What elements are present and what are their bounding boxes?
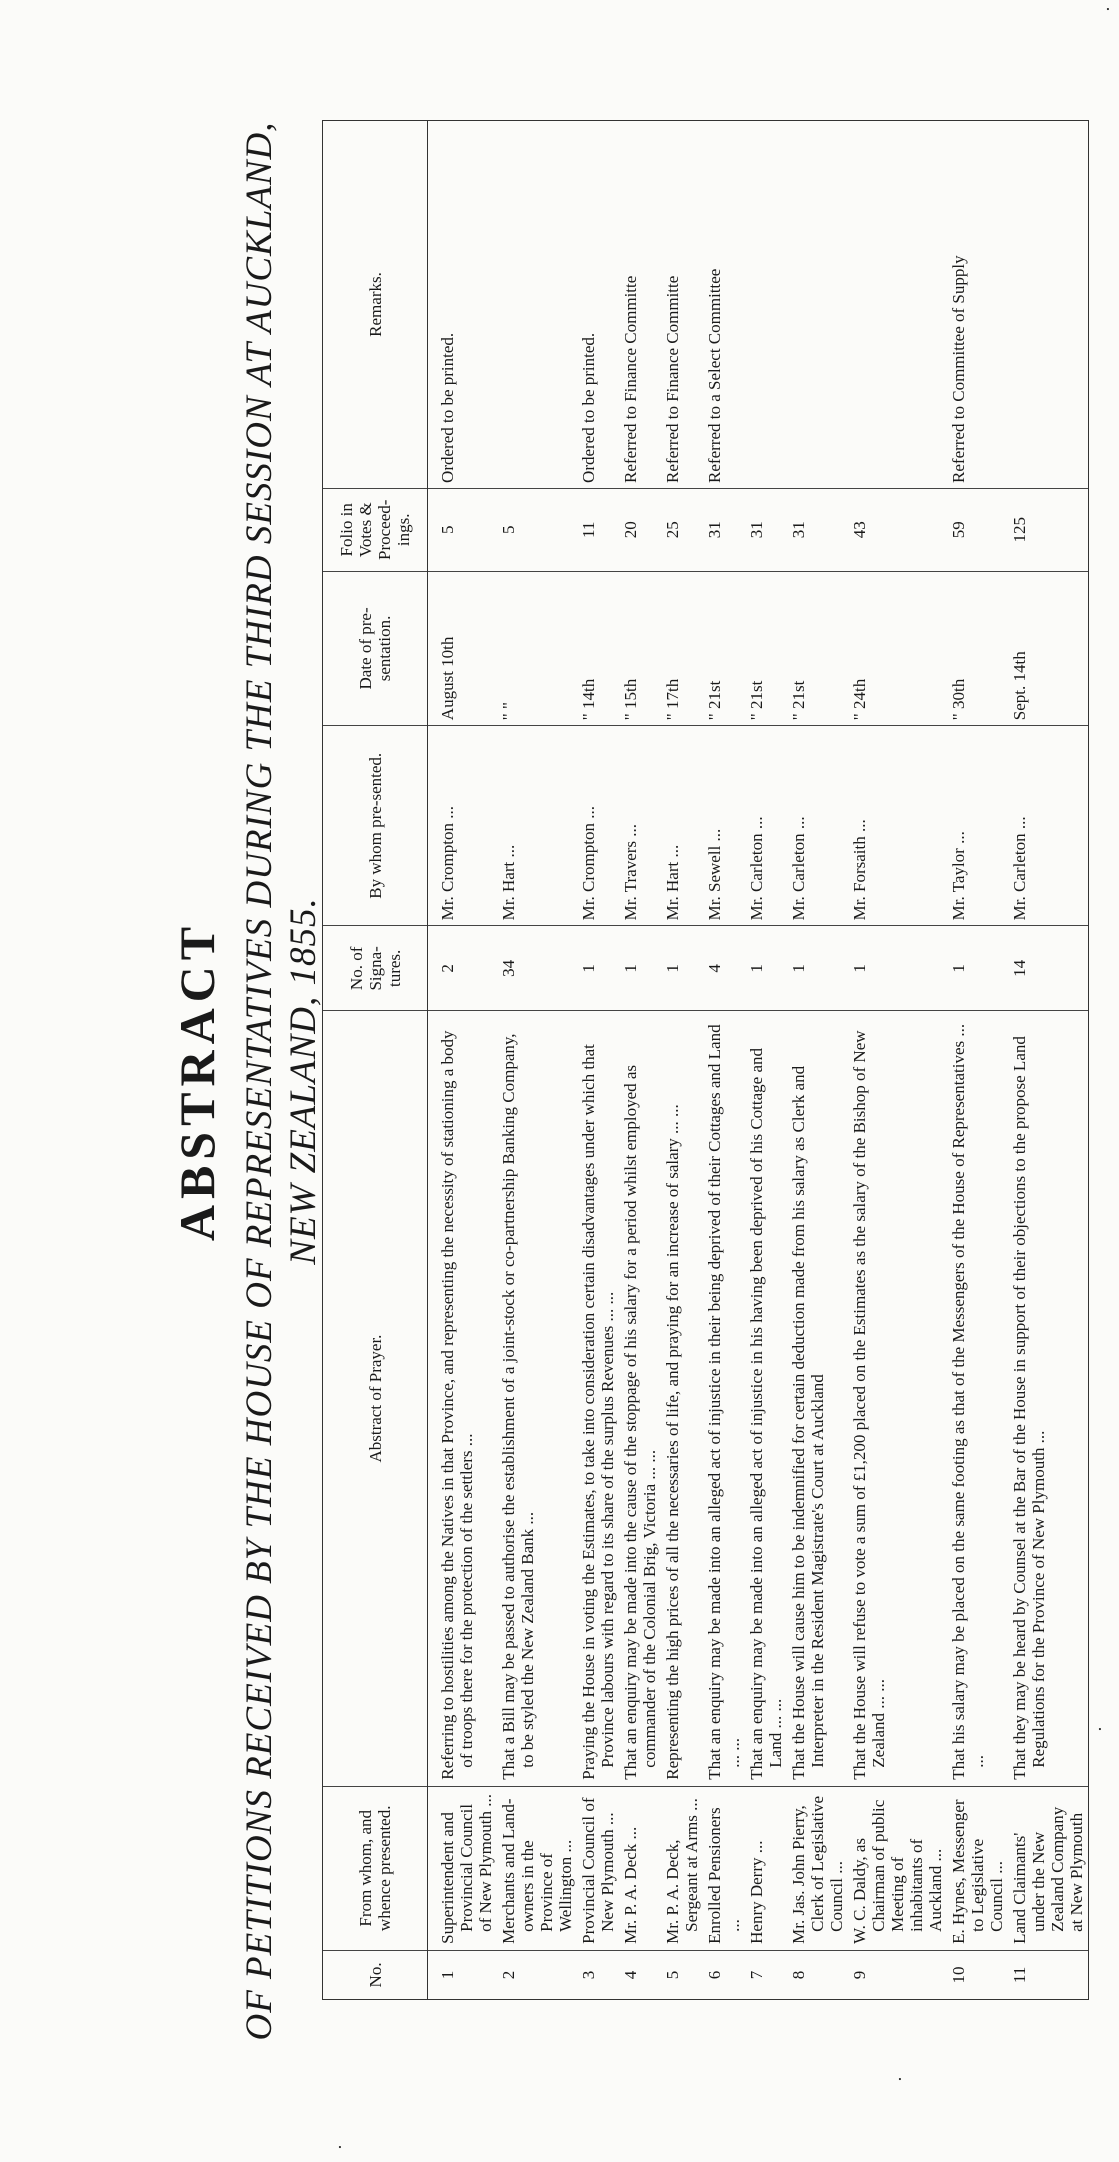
cell-remarks: Referred to Finance Committe (619, 121, 661, 489)
cell-signatures: 1 (848, 926, 947, 1011)
cell-no: 8 (787, 1950, 848, 1999)
cell-signatures: 1 (787, 926, 848, 1011)
column-header-prayer: Abstract of Prayer. (323, 1011, 428, 1786)
cell-folio: 43 (848, 488, 947, 571)
speck-mark: · (1090, 1726, 1110, 1732)
cell-no: 1 (428, 1950, 498, 1999)
table-row (1008, 121, 1089, 2000)
column-header-from: From whom, and whence presented. (323, 1786, 428, 1950)
cell-by-whom: Mr. Forsaith ... (848, 726, 947, 926)
cell-remarks (1008, 121, 1089, 489)
cell-signatures: 1 (661, 926, 703, 1011)
cell-folio: 125 (1008, 488, 1089, 571)
column-header-signatures: No. of Signa-tures. (323, 926, 428, 1011)
cell-by-whom: Mr. Carleton ... (745, 726, 787, 926)
table-row (497, 121, 577, 2000)
cell-signatures: 4 (703, 926, 745, 1011)
cell-date: August 10th (428, 571, 498, 726)
cell-no: 6 (703, 1950, 745, 1999)
page-subtitle (238, 0, 326, 2162)
cell-from: Henry Derry ... (745, 1786, 787, 1950)
cell-remarks (497, 121, 577, 489)
cell-prayer: That his salary may be placed on the same footing as that of the Messengers of the House of Representatives ... ... (947, 1011, 1008, 1786)
cell-date: " 14th (577, 571, 619, 726)
cell-no: 7 (745, 1950, 787, 1999)
page-title: ABSTRACT (169, 920, 225, 1242)
table-row (745, 121, 787, 2000)
speck-mark: · (330, 2144, 350, 2150)
cell-remarks (745, 121, 787, 489)
cell-folio: 25 (661, 488, 703, 571)
cell-from: Superintendent and Provincial Council of New Plymouth ... (428, 1786, 498, 1950)
subtitle-line1: OF PETITIONS RECEIVED BY THE HOUSE OF REPRESENTATIVES DURING THE THIRD SESSION AT AUCKLAND, (239, 121, 280, 2041)
speck-mark: · (1098, 6, 1118, 12)
cell-no: 2 (497, 1950, 577, 1999)
cell-from: Mr. P. A. Deck, Sergeant at Arms ... (661, 1786, 703, 1950)
cell-prayer: That an enquiry may be made into an alleged act of injustice in his having been deprived of his Cottage and Land ... ... (745, 1011, 787, 1786)
cell-prayer: That the House will refuse to vote a sum of £1,200 placed on the Estimates as the salary of the Bishop of New Zealand ... ... (848, 1011, 947, 1786)
cell-signatures: 1 (947, 926, 1008, 1011)
cell-from: Land Claimants' under the New Zealand Company at New Plymouth (1008, 1786, 1089, 1950)
cell-from: Enrolled Pensioners ... (703, 1786, 745, 1950)
cell-folio: 59 (947, 488, 1008, 571)
cell-date: " 21st (745, 571, 787, 726)
cell-prayer: That an enquiry may be made into an alleged act of injustice in their being deprived of their Cottages and Land ... ... (703, 1011, 745, 1786)
table-header-row (323, 121, 428, 2000)
table-row (787, 121, 848, 2000)
column-header-no: No. (323, 1950, 428, 1999)
cell-folio: 31 (745, 488, 787, 571)
cell-by-whom: Mr. Hart ... (661, 726, 703, 926)
cell-signatures: 1 (577, 926, 619, 1011)
cell-by-whom: Mr. Carleton ... (1008, 726, 1089, 926)
cell-folio: 5 (497, 488, 577, 571)
subtitle-line2: NEW ZEALAND, 1855. (283, 897, 324, 1265)
table-row (428, 121, 498, 2000)
cell-prayer: Representing the high prices of all the necessaries of life, and praying for an increase of salary ... ... (661, 1011, 703, 1786)
cell-by-whom: Mr. Taylor ... (947, 726, 1008, 926)
table-row (577, 121, 619, 2000)
column-header-folio: Folio in Votes & Proceed-ings. (323, 488, 428, 571)
table-row (703, 121, 745, 2000)
cell-from: Merchants and Land-owners in the Province of Wellington ... (497, 1786, 577, 1950)
petitions-table (322, 120, 1089, 2000)
cell-remarks (848, 121, 947, 489)
table-row (661, 121, 703, 2000)
cell-remarks: Referred to Committee of Supply (947, 121, 1008, 489)
cell-folio: 5 (428, 488, 498, 571)
cell-prayer: That an enquiry may be made into the cause of the stoppage of his salary for a period whilst employed as commander of the Colonial Brig, Victoria ... ... (619, 1011, 661, 1786)
table-row (619, 121, 661, 2000)
cell-signatures: 34 (497, 926, 577, 1011)
cell-by-whom: Mr. Hart ... (497, 726, 577, 926)
cell-by-whom: Mr. Sewell ... (703, 726, 745, 926)
table-row (947, 121, 1008, 2000)
cell-date: " 30th (947, 571, 1008, 726)
cell-from: E. Hynes, Messenger to Legislative Council ... (947, 1786, 1008, 1950)
cell-no: 4 (619, 1950, 661, 1999)
cell-by-whom: Mr. Travers ... (619, 726, 661, 926)
cell-date: " 21st (787, 571, 848, 726)
cell-prayer: Referring to hostilities among the Natives in that Province, and representing the necessity of stationing a body of troops there for the protection of the settlers ... (428, 1011, 498, 1786)
cell-folio: 20 (619, 488, 661, 571)
cell-signatures: 14 (1008, 926, 1089, 1011)
cell-no: 10 (947, 1950, 1008, 1999)
cell-no: 9 (848, 1950, 947, 1999)
column-header-by-whom: By whom pre-sented. (323, 726, 428, 926)
cell-by-whom: Mr. Crompton ... (577, 726, 619, 926)
cell-by-whom: Mr. Crompton ... (428, 726, 498, 926)
cell-remarks: Ordered to be printed. (577, 121, 619, 489)
cell-no: 11 (1008, 1950, 1089, 1999)
cell-date: Sept. 14th (1008, 571, 1089, 726)
cell-prayer: Praying the House in voting the Estimates, to take into consideration certain disadvantages under which that Province labours with regard to its share of the surplus Revenues ... ... (577, 1011, 619, 1786)
cell-date: " 24th (848, 571, 947, 726)
cell-prayer: That the House will cause him to be indemnified for certain deduction made from his salary as Clerk and Interpreter in the Resident Magistrate's Court at Auckland (787, 1011, 848, 1786)
cell-folio: 11 (577, 488, 619, 571)
cell-folio: 31 (787, 488, 848, 571)
cell-prayer: That they may be heard by Counsel at the Bar of the House in support of their objections to the propose Land Regulations for the Province of New Plymouth ... (1008, 1011, 1089, 1786)
cell-by-whom: Mr. Carleton ... (787, 726, 848, 926)
table-row (848, 121, 947, 2000)
cell-date: " 17th (661, 571, 703, 726)
cell-no: 5 (661, 1950, 703, 1999)
cell-remarks: Ordered to be printed. (428, 121, 498, 489)
cell-date: " " (497, 571, 577, 726)
cell-folio: 31 (703, 488, 745, 571)
speck-mark: · (890, 2076, 910, 2082)
cell-from: W. C. Daldy, as Chairman of public Meeting of inhabitants of Auckland ... (848, 1786, 947, 1950)
column-header-date: Date of pre-sentation. (323, 571, 428, 726)
column-header-remarks: Remarks. (323, 121, 428, 489)
cell-remarks: Referred to a Select Committee (703, 121, 745, 489)
cell-signatures: 2 (428, 926, 498, 1011)
cell-date: " 21st (703, 571, 745, 726)
cell-from: Provincial Council of New Plymouth ... (577, 1786, 619, 1950)
cell-no: 3 (577, 1950, 619, 1999)
cell-date: " 15th (619, 571, 661, 726)
cell-from: Mr. P. A. Deck ... (619, 1786, 661, 1950)
cell-remarks: Referred to Finance Committe (661, 121, 703, 489)
cell-signatures: 1 (619, 926, 661, 1011)
cell-prayer: That a Bill may be passed to authorise the establishment of a joint-stock or co-partnership Banking Company, to be styled the New Zealand Bank ... (497, 1011, 577, 1786)
cell-signatures: 1 (745, 926, 787, 1011)
cell-from: Mr. Jas. John Pierry, Clerk of Legislative Council ... (787, 1786, 848, 1950)
cell-remarks (787, 121, 848, 489)
